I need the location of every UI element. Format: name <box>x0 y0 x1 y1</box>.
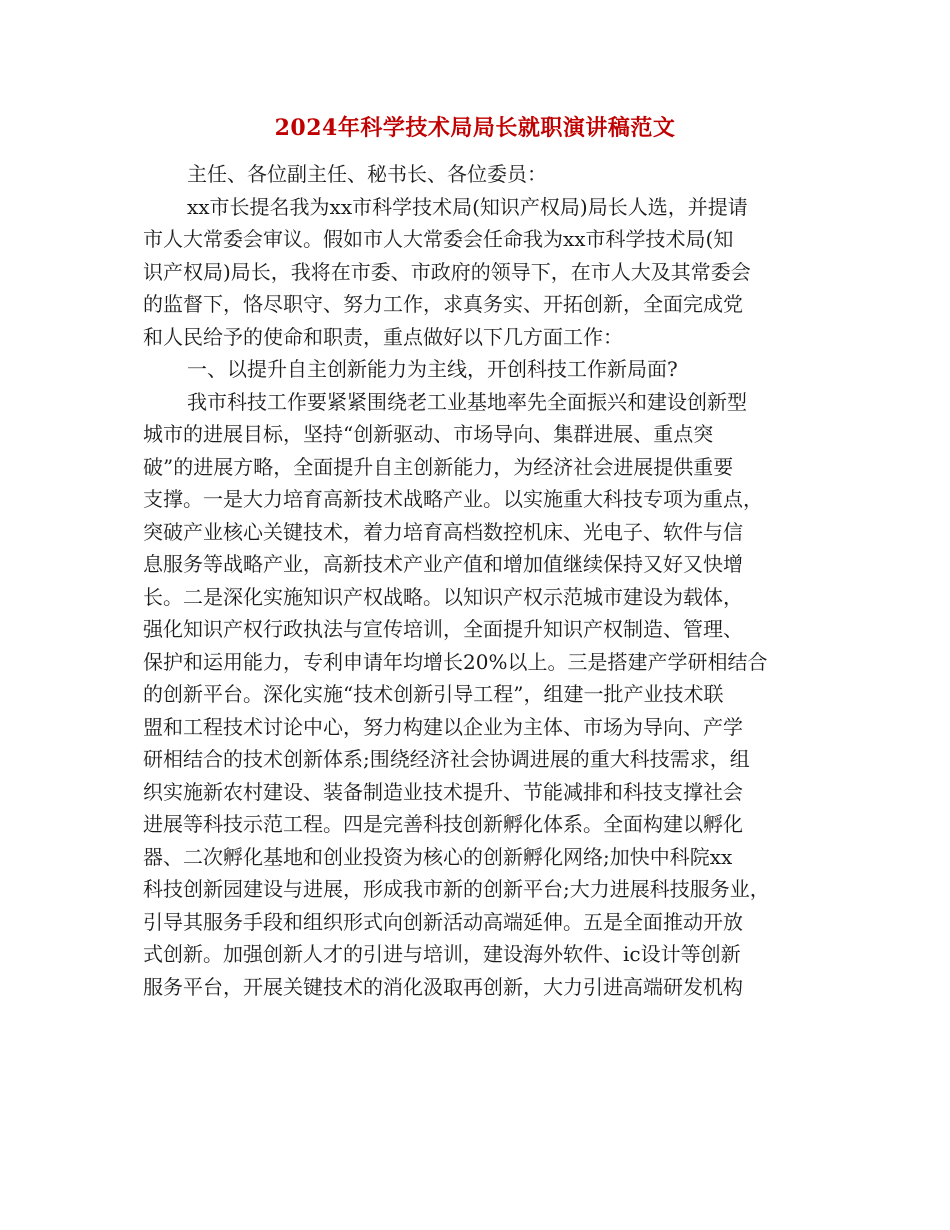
body-line: 和人民给予的使命和职责，重点做好以下几方面工作： <box>143 324 623 349</box>
body-line: 支撑。一是大力培育高新技术战略产业。以实施重大科技专项为重点， <box>143 487 763 511</box>
body-line: 研相结合的技术创新体系;围绕经济社会协调进展的重大科技需求，组 <box>143 747 750 771</box>
body-line: 长。二是深化实施知识产权战略。以知识产权示范城市建设为载体， <box>143 584 743 609</box>
body-line: 的创新平台。深化实施“技术创新引导工程”，组建一批产业技术联 <box>143 682 724 706</box>
body-line: 一、以提升自主创新能力为主线，开创科技工作新局面? <box>187 357 678 381</box>
body-line: 息服务等战略产业，高新技术产业产值和增加值继续保持又好又快增 <box>143 552 743 576</box>
body-line: 的监督下，恪尽职守、努力工作，求真务实、开拓创新，全面完成党 <box>143 292 743 316</box>
body-line: 进展等科技示范工程。四是完善科技创新孵化体系。全面构建以孵化 <box>143 812 743 836</box>
body-line: 引导其服务手段和组织形式向创新活动高端延伸。五是全面推动开放 <box>143 909 743 934</box>
body-line: 服务平台，开展关键技术的消化汲取再创新，大力引进高端研发机构 <box>143 974 743 999</box>
body-line: 突破产业核心关键技术，着力培育高档数控机床、光电子、软件与信 <box>143 519 743 544</box>
body-line: 我市科技工作要紧紧围绕老工业基地率先全面振兴和建设创新型 <box>187 389 747 414</box>
body-line: xx市长提名我为xx市科学技术局(知识产权局)局长人选，并提请 <box>187 194 748 219</box>
body-line: 破”的进展方略，全面提升自主创新能力，为经济社会进展提供重要 <box>143 454 734 479</box>
body-line: 器、二次孵化基地和创业投资为核心的创新孵化网络;加快中科院xx <box>143 844 733 869</box>
body-line: 主任、各位副主任、秘书长、各位委员： <box>187 162 547 186</box>
body-line: 式创新。加强创新人才的引进与培训，建设海外软件、ic设计等创新 <box>143 942 741 966</box>
body-line: 保护和运用能力，专利申请年均增长20%以上。三是搭建产学研相结合 <box>143 649 768 674</box>
document-title: 2024年科学技术局局长就职演讲稿范文 <box>274 115 676 141</box>
body-line: 盟和工程技术讨论中心，努力构建以企业为主体、市场为导向、产学 <box>143 714 743 739</box>
body-line: 识产权局)局长，我将在市委、市政府的领导下，在市人大及其常委会 <box>143 259 751 284</box>
body-line: 织实施新农村建设、装备制造业技术提升、节能减排和科技支撑社会 <box>143 779 743 804</box>
body-line: 科技创新园建设与进展，形成我市新的创新平台;大力进展科技服务业， <box>143 877 770 901</box>
document-body <box>143 158 807 1003</box>
body-line: 强化知识产权行政执法与宣传培训，全面提升知识产权制造、管理、 <box>143 617 743 641</box>
body-line: 城市的进展目标，坚持“创新驱动、市场导向、集群进展、重点突 <box>143 422 714 446</box>
body-line: 市人大常委会审议。假如市人大常委会任命我为xx市科学技术局(知 <box>143 227 734 251</box>
